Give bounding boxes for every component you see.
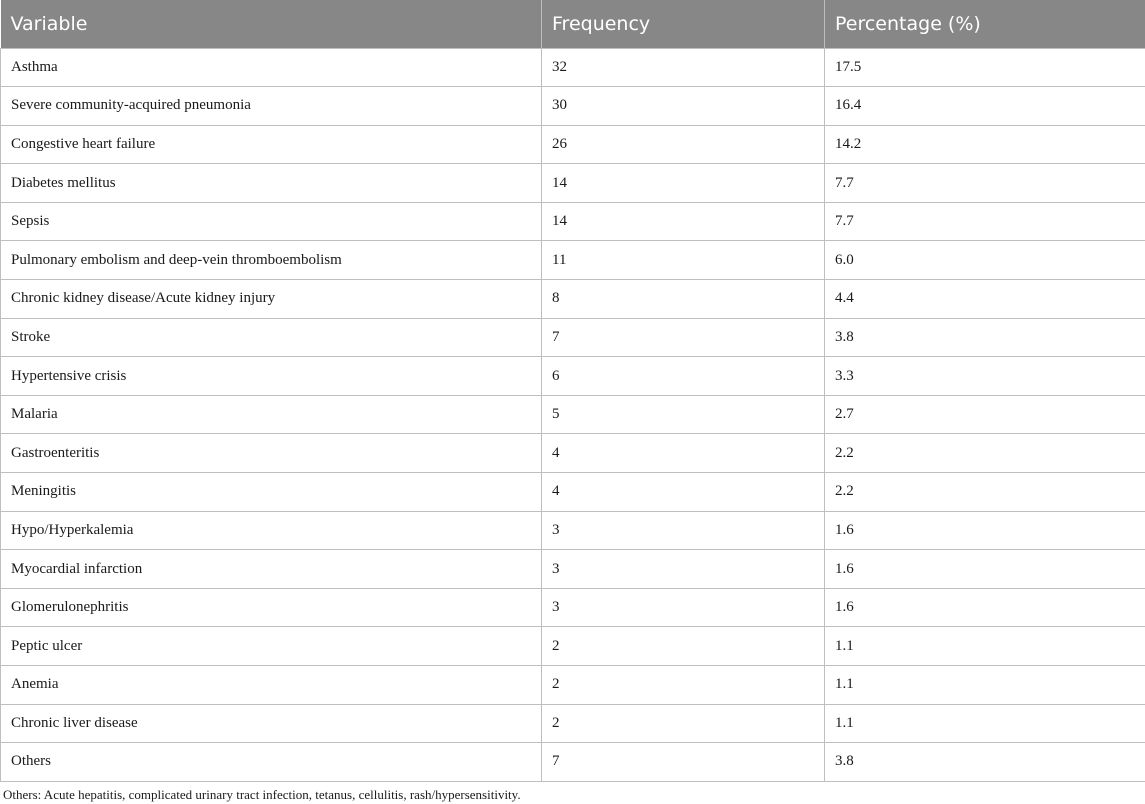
variable-cell: Chronic kidney disease/Acute kidney injury bbox=[1, 280, 542, 319]
table-row bbox=[1, 627, 1145, 666]
table-row bbox=[1, 473, 1145, 512]
frequency-cell: 14 bbox=[542, 164, 825, 203]
variable-cell: Chronic liver disease bbox=[1, 704, 542, 743]
percentage-cell: 1.1 bbox=[825, 704, 1145, 743]
table-row bbox=[1, 357, 1145, 396]
column-header-frequency: Frequency bbox=[542, 0, 825, 48]
frequency-cell: 7 bbox=[542, 743, 825, 782]
percentage-cell: 14.2 bbox=[825, 125, 1145, 164]
percentage-cell: 4.4 bbox=[825, 280, 1145, 319]
frequency-cell: 30 bbox=[542, 87, 825, 126]
frequency-cell: 26 bbox=[542, 125, 825, 164]
percentage-cell: 17.5 bbox=[825, 48, 1145, 87]
frequency-cell: 4 bbox=[542, 473, 825, 512]
variable-cell: Peptic ulcer bbox=[1, 627, 542, 666]
table-row bbox=[1, 395, 1145, 434]
frequency-cell: 3 bbox=[542, 511, 825, 550]
table-row bbox=[1, 666, 1145, 705]
variable-cell: Stroke bbox=[1, 318, 542, 357]
table-row bbox=[1, 511, 1145, 550]
variable-cell: Gastroenteritis bbox=[1, 434, 542, 473]
frequency-cell: 32 bbox=[542, 48, 825, 87]
variable-cell: Sepsis bbox=[1, 202, 542, 241]
percentage-cell: 1.6 bbox=[825, 588, 1145, 627]
column-header-variable: Variable bbox=[10, 12, 88, 35]
table-footnote: Others: Acute hepatitis, complicated urinary tract infection, tetanus, cellulitis, rash/hypersensitivity. bbox=[3, 787, 521, 802]
table-row bbox=[1, 588, 1145, 627]
table-header bbox=[1, 0, 1145, 48]
table-row bbox=[1, 318, 1145, 357]
table-row bbox=[1, 125, 1145, 164]
percentage-cell: 3.8 bbox=[825, 743, 1145, 782]
percentage-cell: 2.7 bbox=[825, 395, 1145, 434]
table-row bbox=[1, 550, 1145, 589]
table-row bbox=[1, 280, 1145, 319]
variable-cell: Asthma bbox=[1, 48, 542, 87]
frequency-cell: 7 bbox=[542, 318, 825, 357]
variable-cell: Others bbox=[1, 743, 542, 782]
percentage-cell: 3.3 bbox=[825, 357, 1145, 396]
frequency-cell: 8 bbox=[542, 280, 825, 319]
frequency-cell: 2 bbox=[542, 627, 825, 666]
variable-cell: Diabetes mellitus bbox=[1, 164, 542, 203]
percentage-cell: 1.1 bbox=[825, 627, 1145, 666]
percentage-cell: 2.2 bbox=[825, 473, 1145, 512]
percentage-cell: 3.8 bbox=[825, 318, 1145, 357]
frequency-cell: 11 bbox=[542, 241, 825, 280]
variable-cell: Myocardial infarction bbox=[1, 550, 542, 589]
variable-cell: Congestive heart failure bbox=[1, 125, 542, 164]
variable-cell: Hypo/Hyperkalemia bbox=[1, 511, 542, 550]
percentage-cell: 1.1 bbox=[825, 666, 1145, 705]
table-row bbox=[1, 48, 1145, 87]
percentage-cell: 2.2 bbox=[825, 434, 1145, 473]
frequency-cell: 2 bbox=[542, 666, 825, 705]
percentage-cell: 6.0 bbox=[825, 241, 1145, 280]
percentage-cell: 7.7 bbox=[825, 164, 1145, 203]
variable-cell: Anemia bbox=[1, 666, 542, 705]
percentage-cell: 1.6 bbox=[825, 550, 1145, 589]
table-row bbox=[1, 434, 1145, 473]
variable-cell: Meningitis bbox=[1, 473, 542, 512]
table-row bbox=[1, 87, 1145, 126]
variable-cell: Malaria bbox=[1, 395, 542, 434]
table-body bbox=[1, 48, 1145, 781]
frequency-cell: 2 bbox=[542, 704, 825, 743]
header-row bbox=[1, 0, 1145, 48]
frequency-cell: 5 bbox=[542, 395, 825, 434]
variable-cell: Pulmonary embolism and deep-vein thromboembolism bbox=[1, 241, 542, 280]
variable-cell: Hypertensive crisis bbox=[1, 357, 542, 396]
table-row bbox=[1, 164, 1145, 203]
variable-cell: Glomerulonephritis bbox=[1, 588, 542, 627]
frequency-cell: 14 bbox=[542, 202, 825, 241]
frequency-cell: 3 bbox=[542, 588, 825, 627]
frequency-cell: 6 bbox=[542, 357, 825, 396]
frequency-cell: 3 bbox=[542, 550, 825, 589]
table-row bbox=[1, 202, 1145, 241]
table-row bbox=[1, 241, 1145, 280]
table-row bbox=[1, 704, 1145, 743]
percentage-cell: 16.4 bbox=[825, 87, 1145, 126]
frequency-cell: 4 bbox=[542, 434, 825, 473]
variable-cell: Severe community-acquired pneumonia bbox=[1, 87, 542, 126]
percentage-cell: 1.6 bbox=[825, 511, 1145, 550]
column-header-percentage: Percentage (%) bbox=[825, 0, 1145, 48]
percentage-cell: 7.7 bbox=[825, 202, 1145, 241]
table-row bbox=[1, 743, 1145, 782]
